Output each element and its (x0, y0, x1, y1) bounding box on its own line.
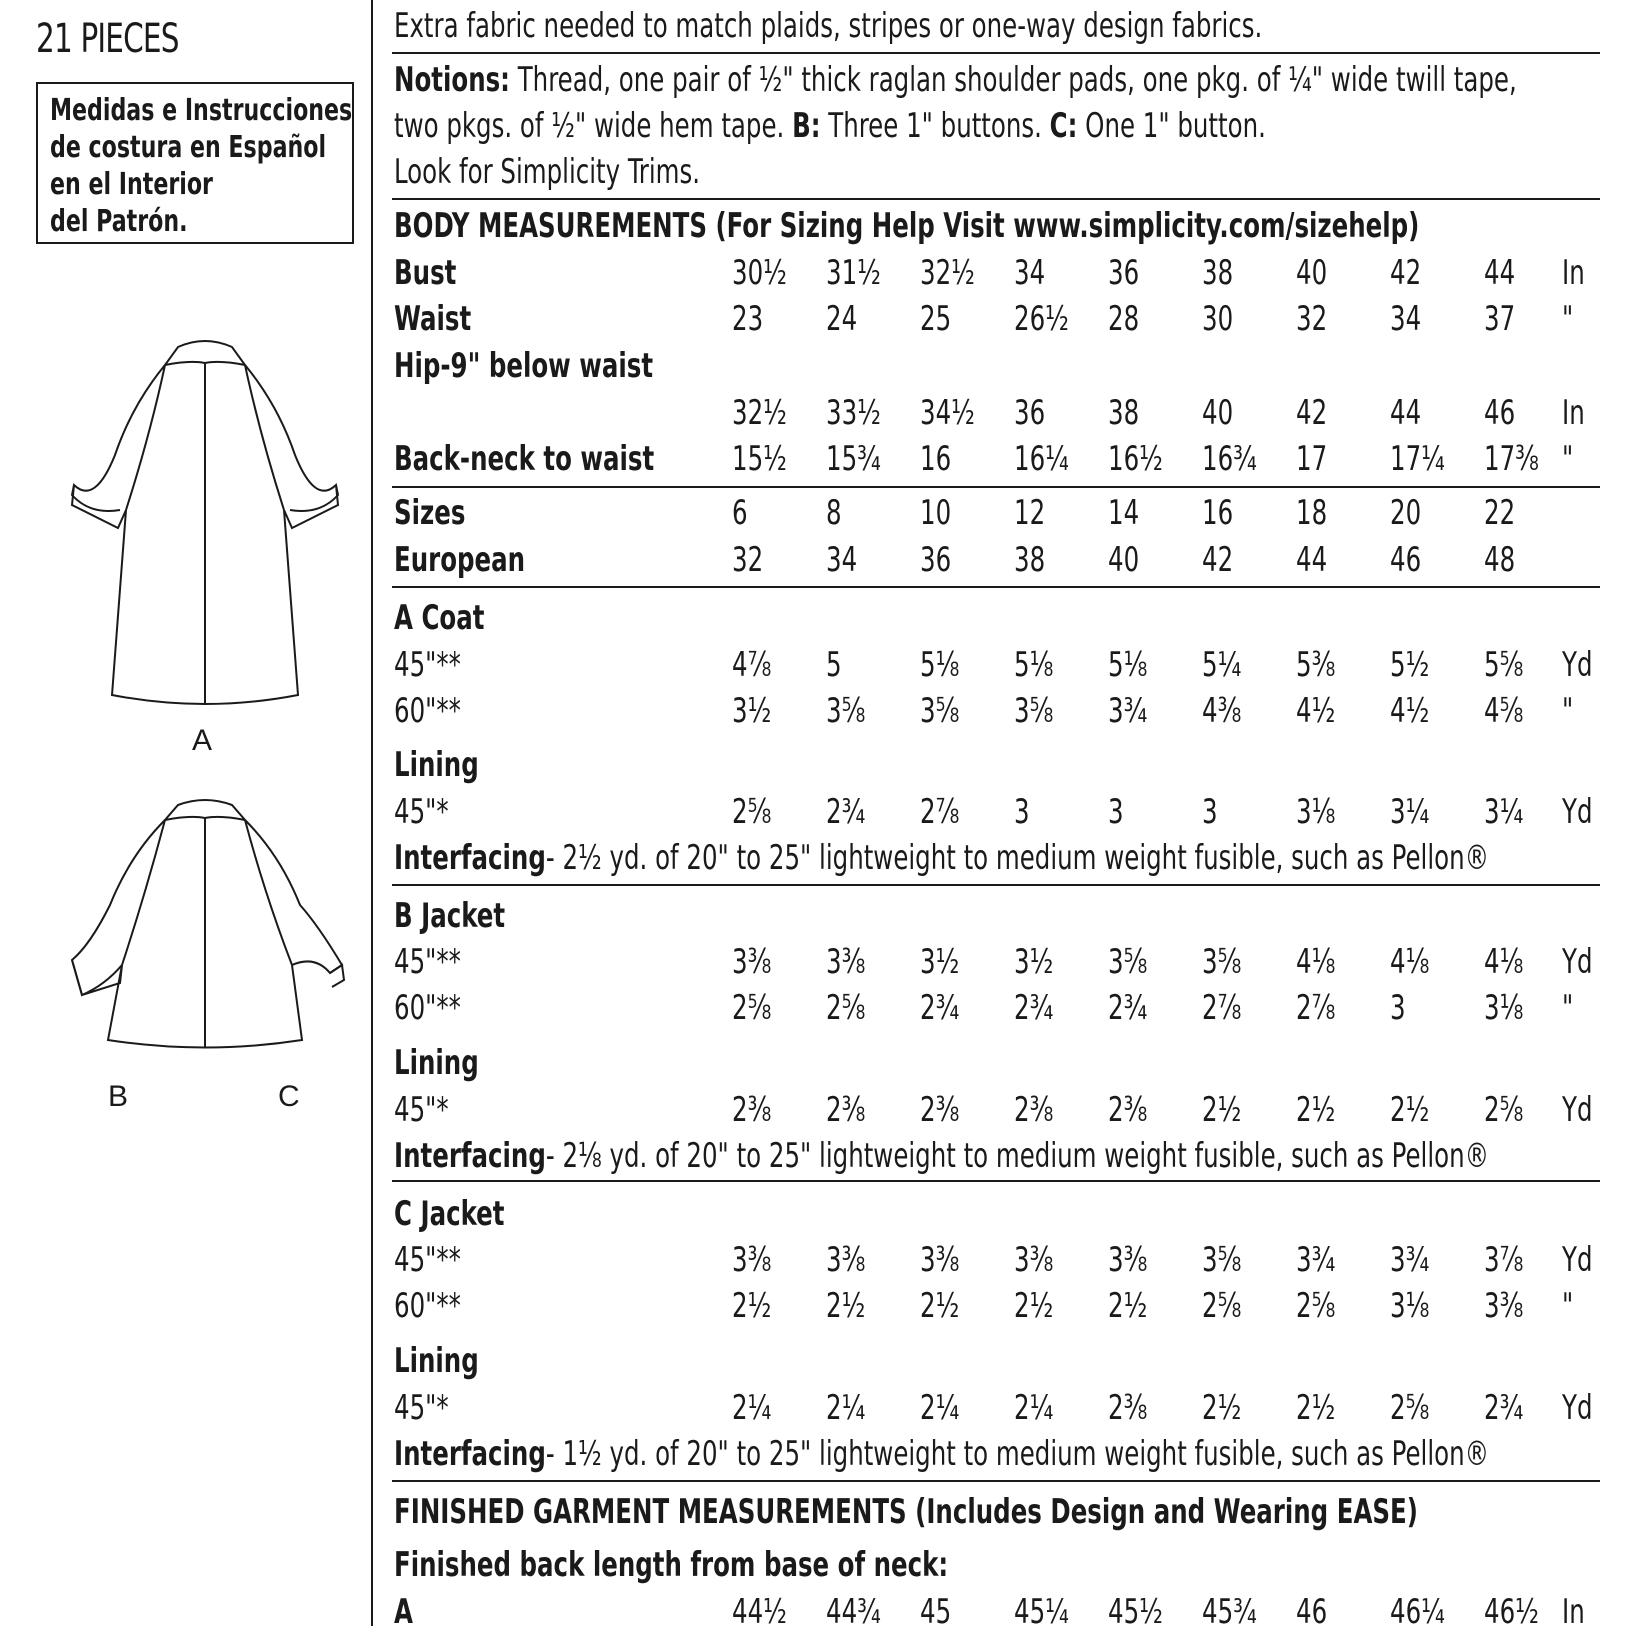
row-label: 45"** (394, 942, 461, 982)
size-cell: 30½ (732, 253, 787, 293)
size-cell: 32½ (732, 393, 787, 433)
interfacing-text: - 1½ yd. of 20" to 25" lightweight to medium weight fusible, such as Pellon® (545, 1434, 1490, 1474)
size-cell: 12 (1014, 493, 1046, 533)
jacket-bc-sketch (60, 795, 350, 1055)
unit-cell: Yd (1562, 1090, 1593, 1130)
size-cell: 3 (1108, 792, 1124, 832)
size-cell: 2⅞ (1202, 988, 1242, 1028)
size-cell: 3⅝ (826, 691, 866, 731)
size-cell: 46 (1296, 1592, 1328, 1632)
size-cell: 36 (1108, 253, 1140, 293)
size-cell: 44½ (732, 1592, 787, 1632)
size-cell: 3⅞ (1484, 1240, 1524, 1280)
size-cell: 3⅜ (732, 1240, 772, 1280)
size-cell: 3¾ (1390, 1240, 1430, 1280)
size-cell: 3⅝ (1202, 942, 1242, 982)
size-cell: 3¼ (1484, 792, 1524, 832)
unit-cell: " (1562, 439, 1574, 479)
size-cell: 2¼ (920, 1388, 960, 1428)
interfacing-label: Interfacing (394, 838, 546, 878)
size-cell: 45½ (1108, 1592, 1163, 1632)
size-cell: 3¾ (1296, 1240, 1336, 1280)
unit-cell: Yd (1562, 1240, 1593, 1280)
view-label-c: C (278, 1080, 300, 1113)
size-cell: 44 (1296, 540, 1328, 580)
notions-view-c-label: C: (1049, 106, 1078, 146)
size-cell: 16¼ (1014, 439, 1069, 479)
row-label: A (394, 1592, 413, 1632)
size-cell: 48 (1484, 540, 1516, 580)
row-label: Sizes (394, 493, 466, 533)
measure-row (394, 299, 1604, 343)
size-cell: 32 (732, 540, 764, 580)
row-label: 60"** (394, 988, 461, 1028)
size-cell: 8 (826, 493, 842, 533)
view-label-a: A (192, 724, 213, 757)
size-cell: 34 (1390, 299, 1422, 339)
size-cell: 3⅛ (1296, 792, 1336, 832)
size-cell: 3½ (732, 691, 772, 731)
extra-fabric-note: Extra fabric needed to match plaids, stripes or one-way design fabrics. (394, 6, 1263, 46)
unit-cell: Yd (1562, 792, 1593, 832)
size-cell: 2¾ (1108, 988, 1148, 1028)
size-cell: 2½ (1202, 1388, 1242, 1428)
notions-view-b-label: B: (792, 106, 821, 146)
size-cell: 45¼ (1014, 1592, 1069, 1632)
yardage-row (394, 1240, 1604, 1284)
column-divider (371, 0, 373, 1626)
interfacing-line (394, 838, 1489, 878)
row-label: 45"** (394, 1240, 461, 1280)
body-measurements-heading: BODY MEASUREMENTS (For Sizing Help Visit www.simplicity.com/sizehelp) (394, 206, 1420, 246)
size-cell: 2⅝ (732, 988, 772, 1028)
yardage-row (394, 1388, 1604, 1432)
size-cell: 2⅞ (920, 792, 960, 832)
size-cell: 3⅝ (920, 691, 960, 731)
size-cell: 3⅜ (826, 942, 866, 982)
size-cell: 4½ (1296, 691, 1336, 731)
size-cell: 10 (920, 493, 952, 533)
size-cell: 25 (920, 299, 952, 339)
size-cell: 2⅝ (826, 988, 866, 1028)
size-cell: 45 (920, 1592, 952, 1632)
size-cell: 46½ (1484, 1592, 1539, 1632)
size-cell: 46¼ (1390, 1592, 1445, 1632)
row-label: 60"** (394, 1286, 461, 1326)
size-cell: 2⅜ (1108, 1090, 1148, 1130)
jacket-b-heading: B Jacket (394, 896, 506, 936)
size-cell: 2¾ (1484, 1388, 1524, 1428)
size-cell: 3 (1390, 988, 1406, 1028)
interfacing-line (394, 1434, 1489, 1474)
spanish-note-line: de costura en Español (50, 130, 327, 165)
size-cell: 2⅝ (1296, 1286, 1336, 1326)
unit-cell: " (1562, 1286, 1574, 1326)
size-cell: 32½ (920, 253, 975, 293)
size-cell: 2¾ (826, 792, 866, 832)
size-cell: 23 (732, 299, 764, 339)
size-cell: 4⅞ (732, 645, 772, 685)
size-cell: 3¾ (1108, 691, 1148, 731)
lining-heading: Lining (394, 745, 479, 785)
size-cell: 3⅜ (1014, 1240, 1054, 1280)
size-cell: 5⅝ (1484, 645, 1524, 685)
size-cell: 38 (1202, 253, 1234, 293)
size-cell: 32 (1296, 299, 1328, 339)
size-cell: 16¾ (1202, 439, 1257, 479)
row-label: 45"** (394, 645, 461, 685)
size-cell: 5⅜ (1296, 645, 1336, 685)
view-label-b: B (108, 1080, 129, 1113)
row-label: European (394, 540, 526, 580)
spanish-instructions-box (36, 82, 354, 244)
interfacing-line (394, 1136, 1489, 1176)
measure-row (394, 393, 1604, 437)
section-rule (392, 1180, 1600, 1182)
unit-cell: " (1562, 691, 1574, 731)
size-cell: 2⅝ (1484, 1090, 1524, 1130)
size-cell: 34 (826, 540, 858, 580)
size-cell: 44 (1484, 253, 1516, 293)
notions-text: One 1" button. (1077, 106, 1266, 146)
size-cell: 3⅛ (1390, 1286, 1430, 1326)
interfacing-text: - 2½ yd. of 20" to 25" lightweight to medium weight fusible, such as Pellon® (545, 838, 1490, 878)
yardage-row (394, 645, 1604, 689)
size-cell: 3⅜ (732, 942, 772, 982)
size-cell: 14 (1108, 493, 1140, 533)
size-cell: 4⅛ (1296, 942, 1336, 982)
size-cell: 2⅝ (1390, 1388, 1430, 1428)
size-cell: 2⅜ (1108, 1388, 1148, 1428)
size-cell: 2½ (1296, 1090, 1336, 1130)
size-cell: 2⅝ (732, 792, 772, 832)
interfacing-label: Interfacing (394, 1136, 546, 1176)
size-cell: 2¾ (1014, 988, 1054, 1028)
size-cell: 2¾ (920, 988, 960, 1028)
size-cell: 4⅜ (1202, 691, 1242, 731)
size-cell: 3⅜ (920, 1240, 960, 1280)
size-cell: 44 (1390, 393, 1422, 433)
size-cell: 31½ (826, 253, 881, 293)
size-cell: 38 (1014, 540, 1046, 580)
size-cell: 4½ (1390, 691, 1430, 731)
pieces-count: 21 PIECES (36, 16, 179, 62)
spanish-note-line: en el Interior (50, 167, 213, 202)
size-cell: 16½ (1108, 439, 1163, 479)
spanish-note-line: Medidas e Instrucciones (50, 93, 353, 128)
measure-row (394, 253, 1604, 297)
notions-label: Notions: (394, 60, 510, 100)
size-cell: 20 (1390, 493, 1422, 533)
size-cell: 18 (1296, 493, 1328, 533)
unit-cell: Yd (1562, 1388, 1593, 1428)
size-cell: 5⅛ (1108, 645, 1148, 685)
section-rule (392, 486, 1600, 488)
size-cell: 3⅝ (1014, 691, 1054, 731)
yardage-row (394, 1090, 1604, 1134)
size-cell: 46 (1484, 393, 1516, 433)
size-cell: 15¾ (826, 439, 881, 479)
size-cell: 22 (1484, 493, 1516, 533)
size-cell: 34½ (920, 393, 975, 433)
notions-line-3: Look for Simplicity Trims. (394, 152, 700, 192)
yardage-row (394, 942, 1604, 986)
lining-heading: Lining (394, 1341, 479, 1381)
row-label: 45"* (394, 1090, 449, 1130)
finished-measurements-heading: FINISHED GARMENT MEASUREMENTS (Includes Design and Wearing EASE) (394, 1492, 1418, 1532)
size-cell: 36 (920, 540, 952, 580)
size-cell: 5½ (1390, 645, 1430, 685)
size-cell: 4⅛ (1390, 942, 1430, 982)
coat-a-sketch (60, 335, 350, 715)
notions-line-1 (394, 60, 1517, 100)
size-cell: 3⅜ (1108, 1240, 1148, 1280)
size-cell: 2¼ (826, 1388, 866, 1428)
size-cell: 2⅜ (920, 1090, 960, 1130)
size-cell: 4⅝ (1484, 691, 1524, 731)
row-label: Back-neck to waist (394, 439, 655, 479)
spanish-note-line: del Patrón. (50, 204, 188, 239)
row-label: 60"** (394, 691, 461, 731)
size-cell: 6 (732, 493, 748, 533)
size-cell: 36 (1014, 393, 1046, 433)
yardage-row (394, 1286, 1604, 1330)
unit-cell: " (1562, 988, 1574, 1028)
notions-text: Three 1" buttons. (820, 106, 1050, 146)
size-cell: 17¼ (1390, 439, 1445, 479)
size-cell: 2½ (1014, 1286, 1054, 1326)
size-cell: 2½ (1296, 1388, 1336, 1428)
size-cell: 2¼ (732, 1388, 772, 1428)
unit-cell: Yd (1562, 942, 1593, 982)
size-cell: 30 (1202, 299, 1234, 339)
size-cell: 2½ (1202, 1090, 1242, 1130)
size-cell: 5 (826, 645, 842, 685)
size-cell: 3⅜ (1484, 1286, 1524, 1326)
size-cell: 2⅝ (1202, 1286, 1242, 1326)
size-cell: 40 (1296, 253, 1328, 293)
size-cell: 3½ (920, 942, 960, 982)
section-rule (392, 1480, 1600, 1482)
interfacing-label: Interfacing (394, 1434, 546, 1474)
size-cell: 2½ (1390, 1090, 1430, 1130)
row-label: Bust (394, 253, 457, 293)
row-label: 45"* (394, 1388, 449, 1428)
size-cell: 40 (1108, 540, 1140, 580)
size-cell: 3⅛ (1484, 988, 1524, 1028)
size-cell: 15½ (732, 439, 787, 479)
size-cell: 5⅛ (920, 645, 960, 685)
size-cell: 40 (1202, 393, 1234, 433)
size-cell: 2⅜ (826, 1090, 866, 1130)
unit-cell: In (1562, 393, 1585, 433)
back-length-heading: Finished back length from base of neck: (394, 1545, 949, 1585)
size-cell: 5¼ (1202, 645, 1242, 685)
size-cell: 16 (920, 439, 952, 479)
size-cell: 4⅛ (1484, 942, 1524, 982)
size-cell: 2½ (732, 1286, 772, 1326)
unit-cell: In (1562, 253, 1585, 293)
size-cell: 17 (1296, 439, 1328, 479)
section-rule (392, 884, 1600, 886)
row-label: 45"* (394, 792, 449, 832)
yardage-row (394, 792, 1604, 836)
size-cell: 2⅜ (732, 1090, 772, 1130)
yardage-row (394, 988, 1604, 1032)
size-cell: 3¼ (1390, 792, 1430, 832)
size-cell: 45¾ (1202, 1592, 1257, 1632)
size-cell: 3⅝ (1202, 1240, 1242, 1280)
size-cell: 2⅜ (1014, 1090, 1054, 1130)
lining-heading: Lining (394, 1043, 479, 1083)
measure-row (394, 1592, 1604, 1636)
notions-text: two pkgs. of ½" wide hem tape. (394, 106, 793, 146)
size-cell: 3 (1014, 792, 1030, 832)
size-cell: 3⅝ (1108, 942, 1148, 982)
hip-label: Hip-9" below waist (394, 346, 654, 386)
section-rule (392, 52, 1600, 54)
size-cell: 33½ (826, 393, 881, 433)
size-cell: 2½ (826, 1286, 866, 1326)
notions-text: Thread, one pair of ½" thick raglan shoulder pads, one pkg. of ¼" wide twill tape, (509, 60, 1517, 100)
size-cell: 28 (1108, 299, 1140, 339)
jacket-c-heading: C Jacket (394, 1194, 505, 1234)
size-cell: 42 (1296, 393, 1328, 433)
interfacing-text: - 2⅛ yd. of 20" to 25" lightweight to medium weight fusible, such as Pellon® (545, 1136, 1490, 1176)
section-rule (392, 586, 1600, 588)
size-cell: 2⅞ (1296, 988, 1336, 1028)
size-cell: 2½ (1108, 1286, 1148, 1326)
size-cell: 38 (1108, 393, 1140, 433)
notions-line-2 (394, 106, 1266, 146)
size-cell: 42 (1390, 253, 1422, 293)
yardage-row (394, 691, 1604, 735)
size-cell: 2½ (920, 1286, 960, 1326)
unit-cell: Yd (1562, 645, 1593, 685)
unit-cell: " (1562, 299, 1574, 339)
size-cell: 3⅜ (826, 1240, 866, 1280)
size-cell: 16 (1202, 493, 1234, 533)
row-label: Waist (394, 299, 472, 339)
size-cell: 5⅛ (1014, 645, 1054, 685)
measure-row (394, 439, 1604, 483)
size-cell: 24 (826, 299, 858, 339)
size-cell: 17⅜ (1484, 439, 1539, 479)
size-cell: 3 (1202, 792, 1218, 832)
size-cell: 37 (1484, 299, 1516, 339)
size-cell: 42 (1202, 540, 1234, 580)
size-cell: 2¼ (1014, 1388, 1054, 1428)
size-cell: 44¾ (826, 1592, 881, 1632)
size-cell: 3½ (1014, 942, 1054, 982)
unit-cell: In (1562, 1592, 1585, 1632)
size-cell: 26½ (1014, 299, 1069, 339)
section-rule (392, 198, 1600, 200)
size-cell: 46 (1390, 540, 1422, 580)
coat-a-heading: A Coat (394, 598, 485, 638)
measure-row (394, 493, 1604, 537)
measure-row (394, 540, 1604, 584)
size-cell: 34 (1014, 253, 1046, 293)
